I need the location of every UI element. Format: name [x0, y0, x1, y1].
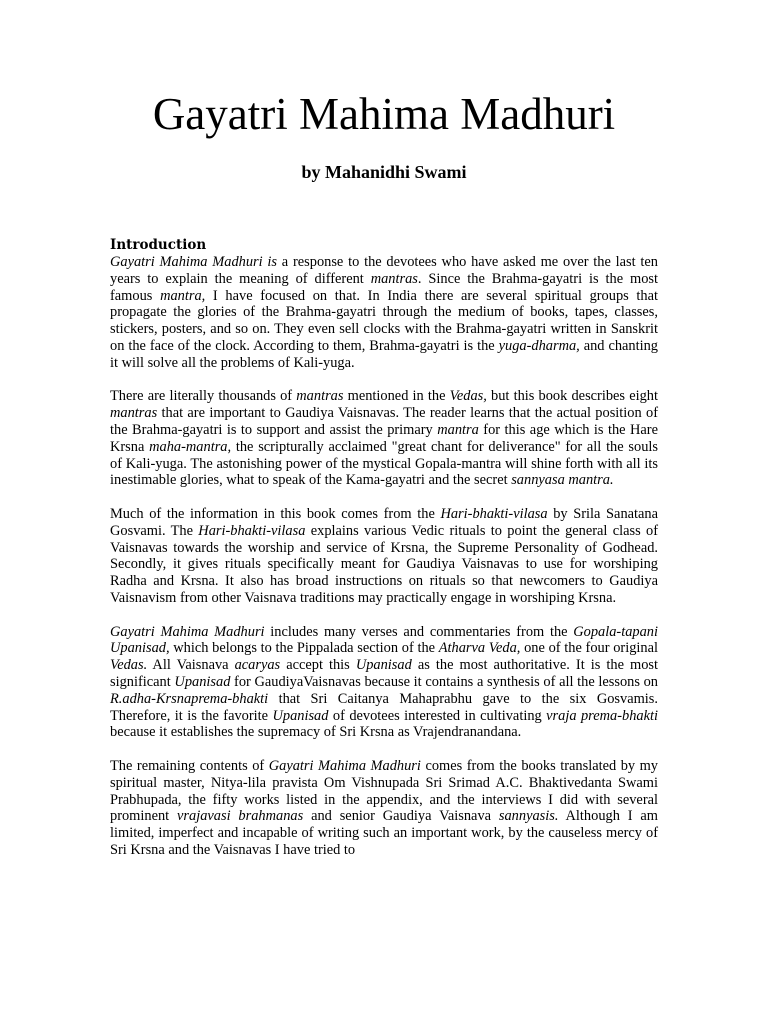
text-run: by Srila Sanatana Gosvami. The	[110, 505, 658, 539]
italic-run: mantra	[437, 421, 479, 438]
text-run: one of the four original	[520, 640, 658, 657]
text-run: and senior Gaudiya Vaisnava	[303, 808, 499, 825]
paragraph-5	[110, 758, 658, 859]
text-run: a response to the devotees who have asked me over the last ten years to explain the meaning of different	[110, 254, 658, 287]
text-run: that are important to Gaudiya Vaisnavas. The reader learns that the actual position of the Brahma-gayatri is to support and assist the primary	[110, 405, 658, 438]
text-run: as the most authoritative. It is the most significant	[110, 657, 658, 690]
text-run: I have focused on that. In India there are several spiritual groups that propagate the glories of the Brahma-gayatri through the medium of books, tapes, classes, stickers, posters, and so on. They even sell clocks with the Brahma-gayatri written in Sanskrit on the face of the clock. According to them, Brahma-gayatri is the	[110, 287, 659, 354]
text-run: but this book describes eight	[486, 388, 658, 405]
italic-run: sannyasis.	[498, 808, 559, 825]
italic-run: Gayatri Mahima Madhuri is	[110, 254, 278, 270]
text-run: includes many verses and commentaries from the	[264, 623, 574, 640]
text-run: Although I am limited, imperfect and incapable of writing such an important work, by the causeless mercy of Sri Krsna and the Vaisnavas I have tried to	[110, 808, 658, 858]
italic-run: maha-mantra,	[149, 438, 232, 455]
text-run: explains various Vedic rituals to point the general class of Vaisnavas towards the worship and service of Krsna, the Supreme Personality of Godhead. Secondly, it gives rituals specifically meant for Gaudiya Vaisnavas to use for worshiping Radha and Krsna. It also has broad instructions on rituals so that newcomers to Gaudiya Vaisnavism from other Vaisnava traditions may practically engage in worshiping Krsna.	[110, 522, 658, 606]
text-run: for this age which is the Hare Krsna	[110, 421, 658, 455]
italic-run: sannyasa mantra.	[511, 472, 614, 489]
text-run: All Vaisnava	[147, 657, 235, 674]
paragraph-4	[110, 624, 658, 742]
italic-run: mantras	[110, 405, 158, 422]
italic-run: mantras	[370, 270, 418, 287]
text-run: for GaudiyaVaisnavas because it contains a synthesis of all the lessons on	[230, 673, 659, 690]
italic-run: Hari-bhakti-vilasa	[198, 522, 306, 539]
document-body	[110, 237, 658, 875]
text-run: because it establishes the supremacy of Sri Krsna as Vrajendranandana.	[110, 724, 522, 741]
italic-run: R.adha-Krsnaprema-bhakti	[110, 690, 269, 707]
italic-run: acaryas	[234, 657, 281, 674]
italic-run: Upanisad	[174, 673, 231, 690]
italic-run: Vedas.	[110, 657, 148, 674]
italic-run: mantras	[296, 388, 344, 405]
text-run: Much of the information in this book comes from the	[110, 505, 441, 522]
text-run: that Sri Caitanya Mahaprabhu gave to the six Gosvamis. Therefore, it is the favorite	[110, 690, 658, 724]
text-run: the scripturally acclaimed "great chant for deliverance" for all the souls of Kali-yuga. The astonishing power of the mystical Gopala-mantra will shine forth with all its inestimable glories, what to speak of the Kama-gayatri and the secret	[110, 438, 658, 489]
text-run: of devotees interested in cultivating	[328, 707, 547, 724]
text-run: There are literally thousands of	[110, 388, 297, 405]
text-run: comes from the books translated by my spiritual master, Nitya-lila pravista Om Vishnupada Sri Srimad A.C. Bhaktivedanta Swami Prabhupada, the fifty works listed in the appendix, and the interviews I did with several prominent	[110, 757, 659, 825]
italic-run: Atharva Veda,	[438, 640, 521, 657]
paragraph-3	[110, 506, 658, 607]
document-title: Gayatri Mahima Madhuri	[152, 89, 616, 139]
document-author: by Mahanidhi Swami	[301, 162, 467, 182]
italic-run: Hari-bhakti-vilasa	[440, 505, 548, 522]
section-heading: Introduction	[110, 237, 207, 253]
italic-run: Upanisad	[355, 657, 412, 674]
text-run: The remaining contents of	[110, 757, 269, 774]
italic-run: Gayatri Mahima Madhuri	[110, 623, 265, 640]
italic-run: Gopala-tapani Upanisad,	[110, 623, 658, 657]
text-run: mentioned in the	[343, 388, 450, 405]
text-run: which belongs to the Pippalada section of the	[169, 640, 439, 657]
paragraph-1	[110, 254, 658, 372]
italic-run: Gayatri Mahima Madhuri	[268, 757, 421, 774]
text-run: and chanting it will solve all the problems of Kali-yuga.	[110, 337, 658, 371]
italic-run: mantra,	[160, 287, 206, 304]
text-run: . Since the Brahma-gayatri is the most famous	[110, 270, 659, 304]
paragraph-2	[110, 388, 658, 489]
italic-run: yuga-dharma,	[498, 337, 580, 354]
text-run: accept this	[280, 657, 356, 674]
italic-run: Vedas,	[449, 388, 487, 405]
italic-run: vraja prema-bhakti	[546, 707, 658, 724]
italic-run: Upanisad	[272, 707, 329, 724]
italic-run: vrajavasi brahmanas	[177, 808, 304, 825]
